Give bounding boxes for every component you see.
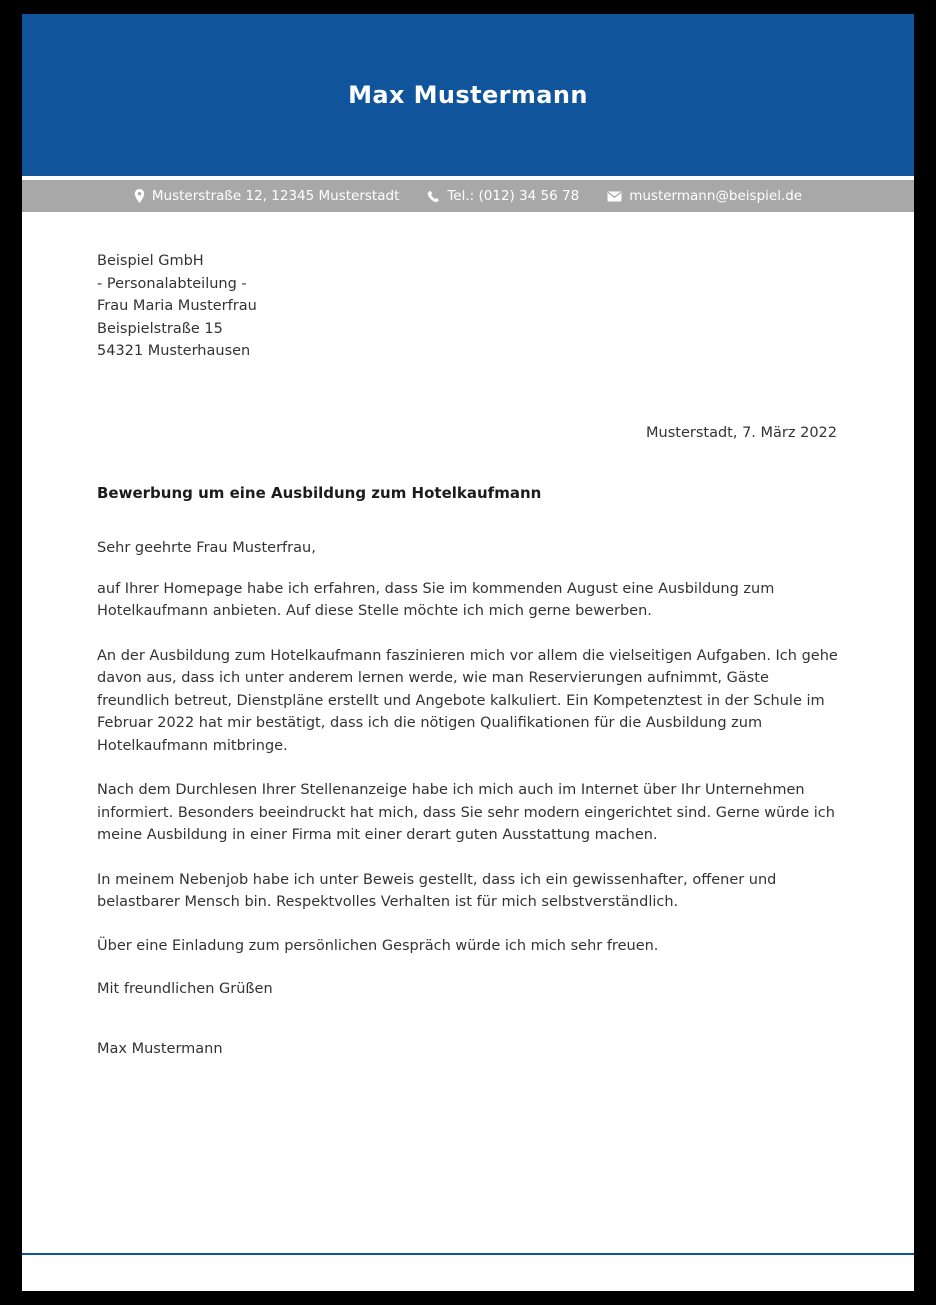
letter-body: [22, 250, 914, 1057]
recipient-line-1: Beispiel GmbH: [97, 253, 204, 269]
recipient-line-4: Beispielstraße 15: [97, 320, 223, 337]
contact-email: [607, 188, 802, 204]
body-paragraph-4: In meinem Nebenjob habe ich unter Beweis gestellt, dass ich ein gewissenhafter, offener und belastbarer Mensch bin. Respektvolles Verhalten ist für mich selbstverständlich.: [97, 871, 777, 910]
body-paragraph-1: auf Ihrer Homepage habe ich erfahren, dass Sie im kommenden August eine Ausbildung zum Hotelkaufmann anbieten. Auf diese Stelle möchte ich mich gerne bewerben.: [97, 580, 775, 619]
recipient-address-block: [97, 250, 839, 363]
subject-line: Bewerbung um eine Ausbildung zum Hotelkaufmann: [97, 483, 542, 502]
footer-divider: [22, 1253, 914, 1255]
recipient-line-5: 54321 Musterhausen: [97, 343, 251, 359]
recipient-line-2: - Personalabteilung -: [97, 275, 247, 292]
body-paragraph-5: Über eine Einladung zum persönlichen Gespräch würde ich mich sehr freuen.: [97, 937, 659, 954]
salutation: Sehr geehrte Frau Musterfrau,: [97, 539, 316, 556]
letter-footer: [22, 1257, 914, 1291]
contact-email-label: mustermann@beispiel.de: [629, 188, 803, 204]
contact-address: [134, 188, 399, 204]
location-pin-icon: [134, 189, 145, 203]
contact-bar: [22, 180, 914, 212]
body-paragraph-2: An der Ausbildung zum Hotelkaufmann faszinieren mich vor allem die vielseitigen Aufgaben. Ich gehe davon aus, dass ich unter anderem lernen werde, wie man Reservierungen aufnimmt, Gäste freundlich betreut, Dienstpläne erstellt und Angebote kalkuliert. Ein Kompetenztest in der Schule im Februar 2022 hat mir bestätigt, dass ich die nötigen Qualifikationen für die Ausbildung zum Hotelkaufmann mitbringe.: [97, 647, 838, 754]
place-and-date: Musterstadt, 7. März 2022: [646, 424, 837, 441]
contact-address-label: Musterstraße 12, 12345 Musterstadt: [151, 188, 400, 204]
letter-page: [22, 14, 914, 1291]
contact-phone: [427, 188, 579, 204]
signature-name: Max Mustermann: [97, 1041, 223, 1057]
phone-icon: [427, 190, 440, 203]
contact-phone-label: Tel.: (012) 34 56 78: [447, 188, 580, 204]
recipient-line-3: Frau Maria Musterfrau: [97, 298, 257, 314]
page-title: Max Mustermann: [348, 81, 588, 109]
body-paragraph-3: Nach dem Durchlesen Ihrer Stellenanzeige habe ich mich auch im Internet über Ihr Unternehmen informiert. Besonders beeindruckt hat mich, dass Sie sehr modern eingerichtet sind. Gerne würde ich meine Ausbildung in einer Firma mit einer derart guten Ausstattung machen.: [97, 782, 835, 843]
closing-line: Mit freundlichen Grüßen: [97, 981, 273, 997]
envelope-icon: [607, 191, 622, 202]
letter-header: [22, 14, 914, 176]
